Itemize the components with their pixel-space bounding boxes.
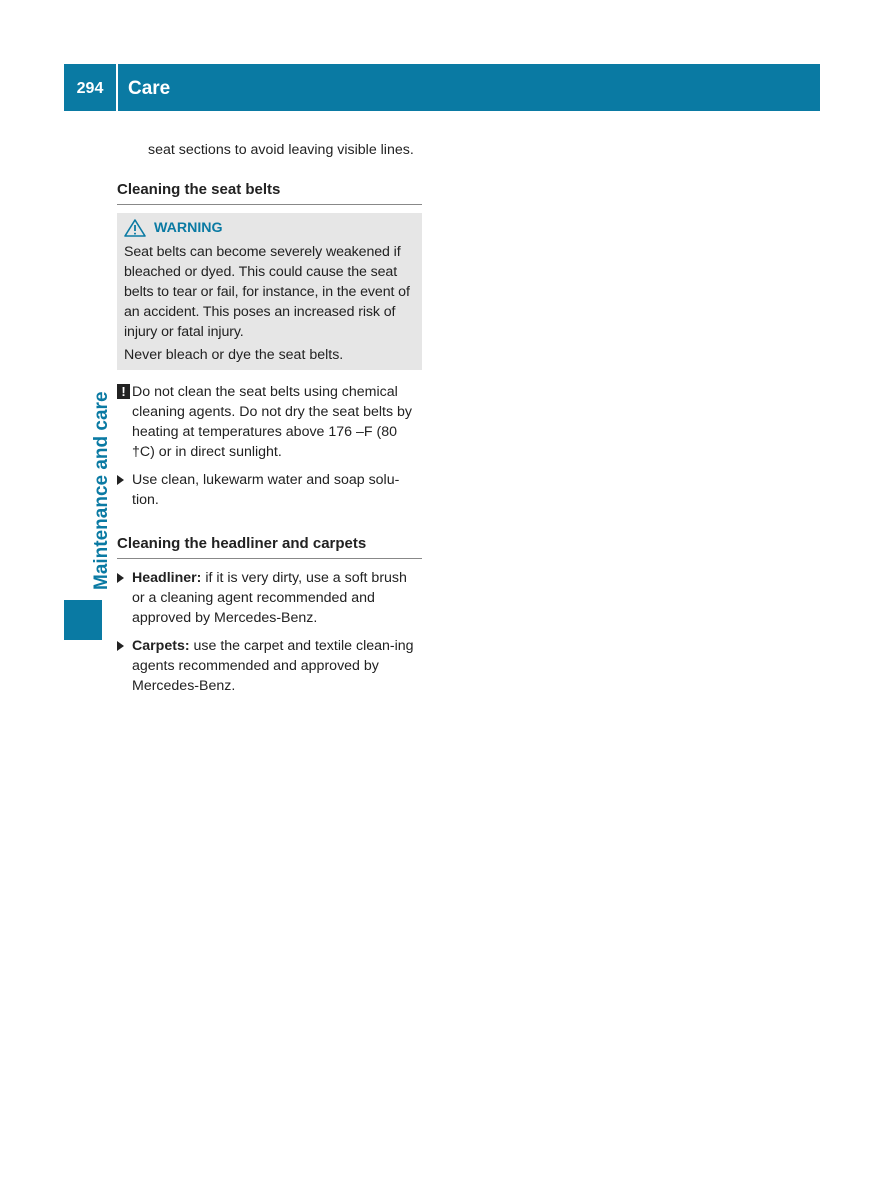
section-heading-headliner-carpets: Cleaning the headliner and carpets	[117, 534, 422, 559]
warning-box	[117, 213, 422, 370]
warning-instruction: Never bleach or dye the seat belts.	[124, 347, 344, 363]
step-term: Headliner:	[132, 570, 202, 586]
step-term: Carpets:	[132, 638, 190, 654]
bullet-arrow-icon	[117, 641, 124, 651]
list-item	[117, 470, 422, 510]
note-item	[117, 382, 422, 462]
side-tab-label: Maintenance and care	[91, 391, 112, 590]
content-column	[117, 140, 422, 696]
step-text: Use clean, lukewarm water and soap solu-tion.	[132, 472, 400, 508]
continued-text: seat sections to avoid leaving visible lines.	[148, 142, 414, 158]
section-heading-seat-belts: Cleaning the seat belts	[117, 180, 422, 205]
page-title: Care	[128, 78, 171, 99]
exclamation-icon: !	[117, 384, 130, 399]
list-item	[117, 636, 422, 696]
header-divider	[116, 64, 118, 111]
warning-triangle-icon	[124, 219, 146, 237]
bullet-arrow-icon	[117, 475, 124, 485]
page-header	[64, 64, 820, 111]
list-item	[117, 568, 422, 628]
step-text: if it is very dirty, use a soft brush or a cleaning agent recommended and approved by Mercedes-Benz.	[132, 570, 407, 626]
step-text: use the carpet and textile clean-ing agents recommended and approved by Mercedes-Benz.	[132, 638, 414, 694]
bullet-arrow-icon	[117, 573, 124, 583]
note-text: Do not clean the seat belts using chemical cleaning agents. Do not dry the seat belts by heating at temperatures above 176 ‒F (80 †C) or in direct sunlight.	[132, 384, 412, 460]
page-number: 294	[76, 80, 104, 97]
side-tab-marker	[64, 600, 102, 640]
warning-label: WARNING	[154, 220, 223, 236]
warning-text: Seat belts can become severely weakened if bleached or dyed. This could cause the seat belts to tear or fail, for instance, in the event of an accident. This poses an increased risk of injury or fatal injury.	[124, 244, 410, 340]
warning-header	[124, 217, 415, 239]
